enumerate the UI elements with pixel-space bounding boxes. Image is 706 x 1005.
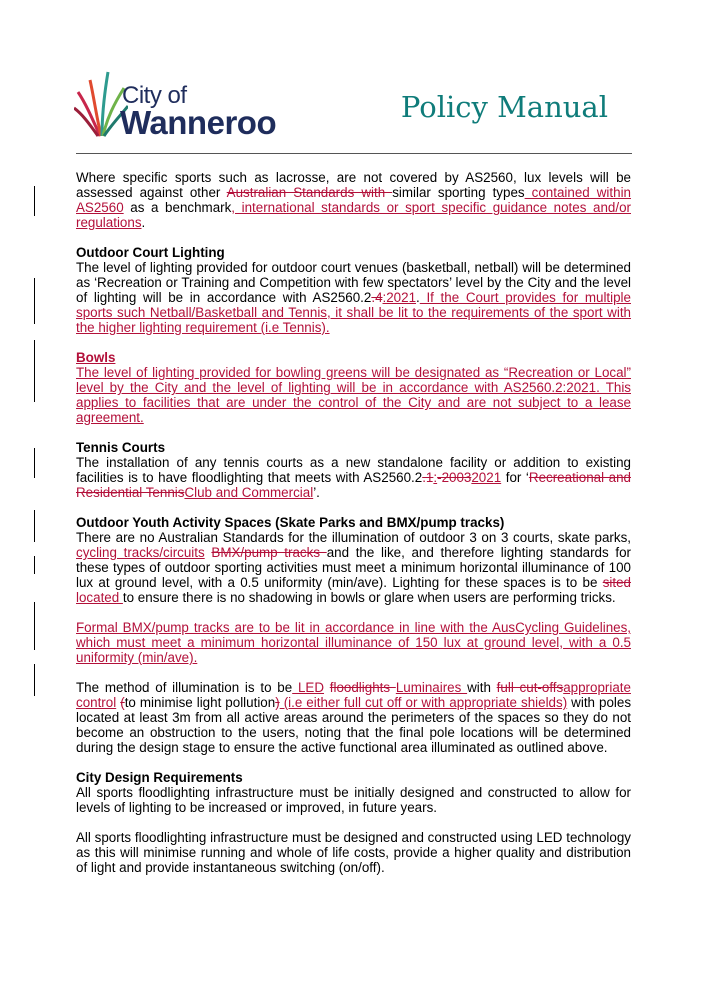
change-bar (34, 186, 35, 216)
section-heading: Tennis Courts (76, 440, 166, 455)
change-bar (34, 278, 35, 324)
deleted-text: .4 (371, 290, 383, 305)
change-bar (34, 556, 35, 574)
section-heading: City Design Requirements (76, 770, 243, 785)
paragraph-led-technology (76, 830, 631, 875)
section-tennis-courts (76, 440, 631, 500)
text-run: to ensure there is no shadowing in bowls or glare when users are performing tricks. (122, 590, 616, 605)
text-run: with poles located at least 3m from all active areas around the perimeters of the spaces so they do not become an obstruction to the users, noting that the final pole locations will be determined during the design stage to ensure the active functional area illuminated as outlined above. (76, 695, 632, 755)
text-run: All sports floodlighting infrastructure must be initially designed and constructed to allow for levels of lighting to be increased or improved, in future years. (76, 785, 631, 815)
text-run: ’. (313, 485, 320, 500)
section-heading: Outdoor Youth Activity Spaces (Skate Parks and BMX/pump tracks) (76, 515, 505, 530)
logo-name-text: Wanneroo (120, 104, 277, 141)
deleted-text: -2003 (437, 470, 472, 485)
inserted-text: cycling tracks/circuits (76, 545, 205, 560)
section-outdoor-court-lighting (76, 245, 631, 335)
change-bar (34, 448, 35, 478)
text-run: with (467, 680, 497, 695)
text-run: and the like, and therefore lighting standards for these types of outdoor sporting activities must meet a minimum horizontal illuminance of 100 lux at ground level, with a 0.5 uniformity (min/ave). Lighting for these spaces is to be (76, 545, 631, 590)
deleted-text: ) (275, 695, 280, 710)
inserted-text: located (76, 590, 123, 605)
text-run: as a benchmark (123, 200, 232, 215)
inserted-text: (i.e either full cut off or with appropriate shields) (279, 695, 568, 710)
text-run: similar sporting types (392, 185, 525, 200)
inserted-text: LED (292, 680, 324, 695)
text-run: There are no Australian Standards for the illumination of outdoor 3 on 3 courts, skate parks, (76, 530, 631, 545)
section-heading: Outdoor Court Lighting (76, 245, 225, 260)
inserted-text: 2021 (471, 470, 502, 485)
text-run: The method of illumination is to be (76, 680, 293, 695)
inserted-text: appropriate control (76, 680, 631, 710)
inserted-text: Formal BMX/pump tracks are to be lit in accordance in line with the AusCycling Guidelines, which must meet a minimum horizontal illuminance of 150 lux at ground level, with a 0.5 uniformity (min/ave). (76, 620, 631, 665)
inserted-text: Luminaires (395, 680, 468, 695)
inserted-text: , international standards or sport specific guidance notes and/or regulations (76, 200, 631, 230)
deleted-text: Australian Standards with (226, 185, 393, 200)
change-bar (34, 340, 35, 402)
document-title: Policy Manual (400, 90, 608, 124)
section-city-design-requirements (76, 770, 631, 815)
deleted-text: Recreational and Residential Tennis (76, 470, 631, 500)
text-run: Where specific sports such as lacrosse, are not covered by AS2560, lux levels will be assessed against other (76, 170, 631, 200)
deleted-text: ( (120, 695, 125, 710)
deleted-text: floodlights (329, 680, 396, 695)
text-run: All sports floodlighting infrastructure must be designed and constructed using LED technology as this will minimise running and whole of life costs, provide a higher quality and distribution of light and provide instantaneous switching (on/off). (76, 830, 631, 875)
deleted-text: full cut-offs (496, 680, 564, 695)
text-run: The installation of any tennis courts as a new standalone facility or addition to existing facilities is to have floodlighting that meets with AS2560.2 (76, 455, 631, 485)
text-run: for ‘ (501, 470, 529, 485)
change-bar (34, 664, 35, 696)
deleted-text: sited (602, 575, 631, 590)
inserted-text: Club and Commercial (184, 485, 314, 500)
policy-body (76, 170, 631, 890)
text-run: . (141, 215, 146, 230)
inserted-text: If the Court provides for multiple sports such Netball/Basketball and Tennis, it shall be lit to the requirements of the sport with the higher lighting requirement (i.e Tennis). (76, 290, 631, 335)
header-divider (76, 153, 632, 154)
paragraph-illumination-method (76, 680, 631, 755)
paragraph-sports-assessment (76, 170, 631, 230)
text-run: . (416, 290, 420, 305)
inserted-text: The level of lighting provided for bowling greens will be designated as “Recreation or Local” level by the City and the level of lighting will be in accordance with AS2560.2:2021. This applies to facilities that are under the control of the City and are not subject to a lease agreement. (76, 365, 631, 425)
deleted-text: BMX/pump tracks (211, 545, 327, 560)
change-bar (34, 510, 35, 542)
section-youth-activity-spaces (76, 515, 631, 605)
paragraph-bmx-tracks (76, 620, 631, 665)
text-run: to minimise light pollution (124, 695, 276, 710)
section-bowls (76, 350, 631, 425)
city-of-wanneroo-logo (74, 62, 294, 142)
section-heading: Bowls (76, 350, 116, 365)
inserted-text: :2021 (382, 290, 417, 305)
change-bar (34, 602, 35, 650)
inserted-text: : (433, 470, 438, 485)
logo-city-text: City of (122, 82, 187, 109)
deleted-text: .1 (422, 470, 434, 485)
text-run: The level of lighting provided for outdoor court venues (basketball, netball) will be determined as ‘Recreation or Training and Competition with few spectators’ level by the City and the level of lighting will be in accordance with AS2560.2 (76, 260, 631, 305)
inserted-text: contained within AS2560 (76, 185, 631, 215)
